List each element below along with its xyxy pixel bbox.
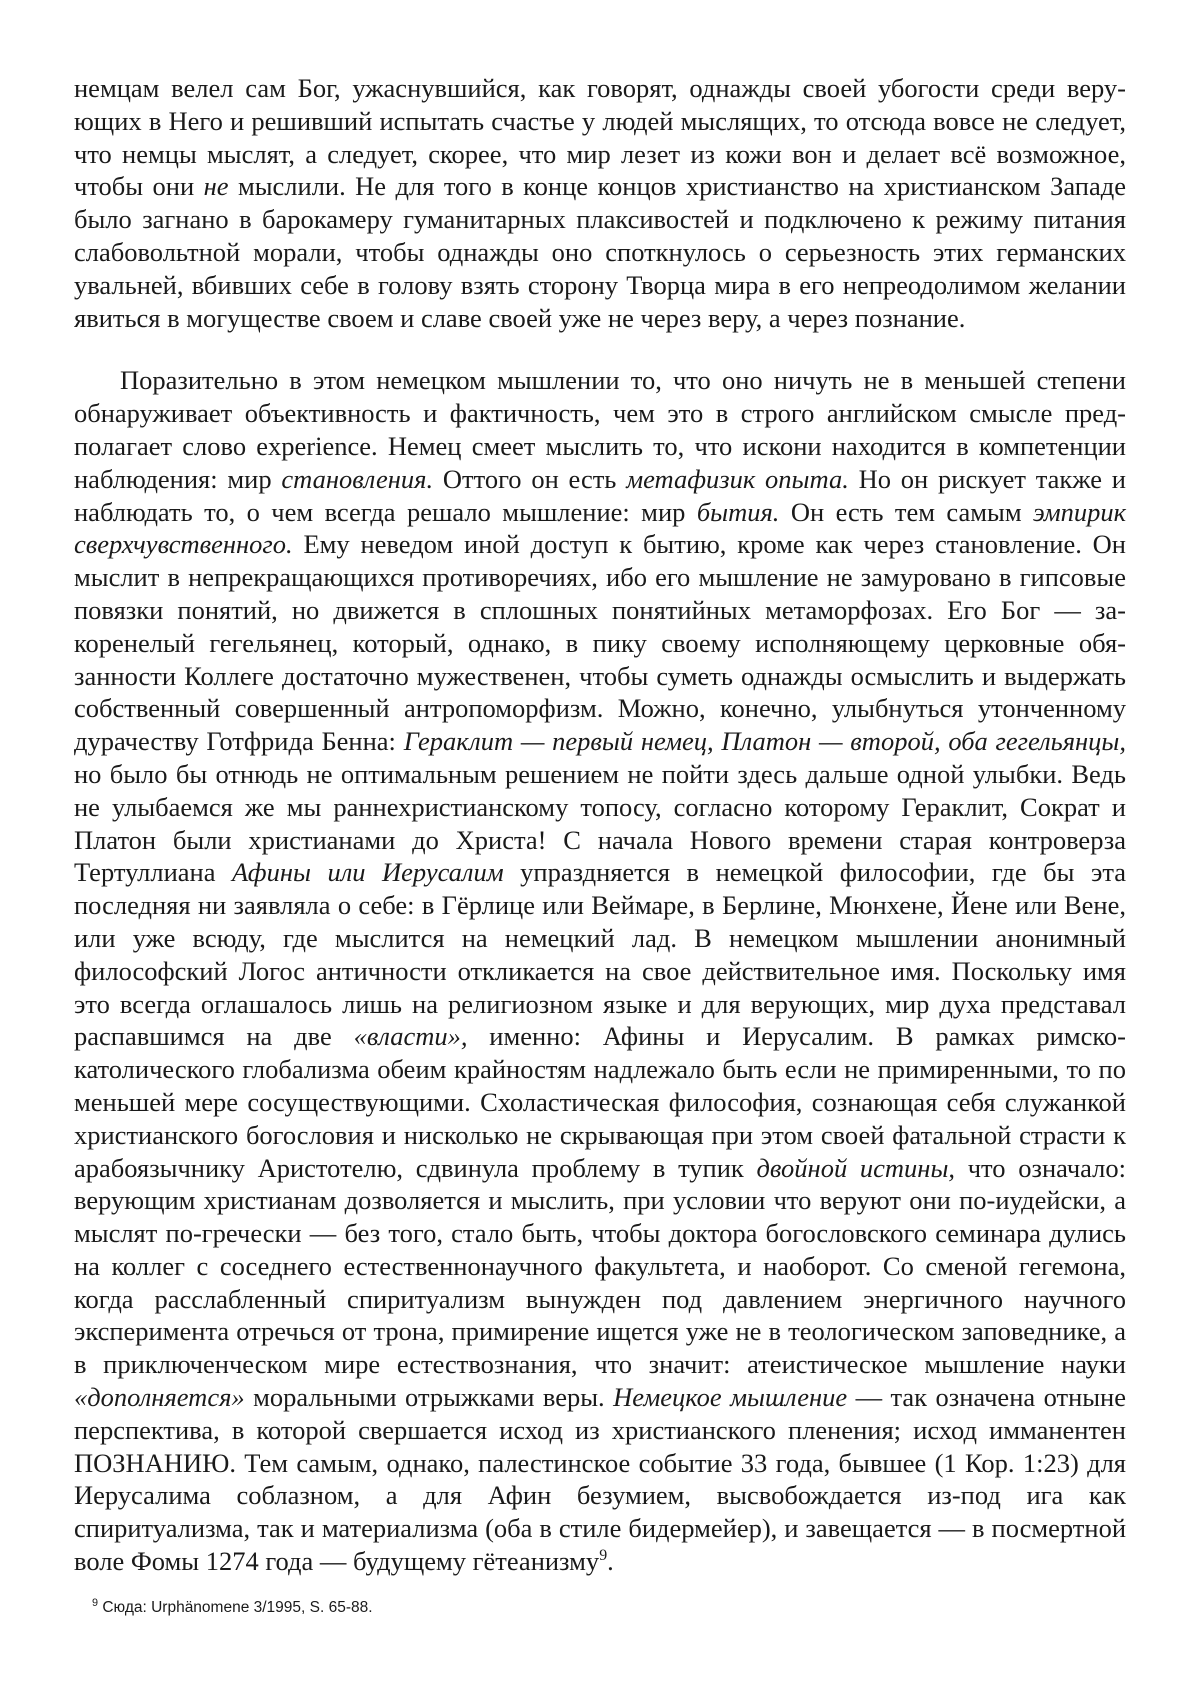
emphasis: «власти»,	[353, 1021, 468, 1052]
emphasis: не	[203, 171, 229, 202]
text-segment: мыслили. Не для того в конце концов христианство на христианском Западе было загнано в барокамеру гуманитарных плаксивостей и подключено к режиму питания слабовольтной морали, чтобы однажды оно споткнулось о серьезность этих германских увальней, вбивших себе в голову взять сторону Творца мира в его непреодолимом желании явиться в могуществе своем и славе своей уже не через веру, а через познание.	[74, 171, 1126, 333]
emphasis: бытия.	[696, 496, 780, 527]
emphasis: Гераклит — первый немец, Платон — второй, оба гегельянцы,	[403, 726, 1126, 757]
emphasis: Афины или Иерусалим	[232, 857, 504, 888]
footnote-marker: 9	[92, 1596, 99, 1609]
emphasis: метафизик опыта.	[626, 463, 849, 494]
text-segment: но было бы отнюдь не оптимальным решением не пойти здесь дальше одной улыбки. Ведь не улыбаемся же мы раннехристианскому топосу, согласно которому Гераклит, Сократ и Платон были христианами до Христа! С начала Нового времени старая контроверза Тертуллиана	[74, 758, 1126, 888]
text-segment: Оттого он есть	[433, 463, 627, 494]
text-segment: .	[607, 1546, 614, 1577]
text-segment: Ему неведом иной доступ к бытию, кроме как через становление. Он мыслит в непрекращающихся противоречиях, ибо его мышление не замуровано в гипсовые повязки понятий, но движется в сплошных понятийных метаморфозах. Его Бог — закоренелый гегельянец, который, однако, в пику своему исполняющему церковные обязанности Коллеге достаточно мужественен, чтобы суметь однажды осмыслить и выдержать собственный совершенный антропоморфизм. Можно, конечно, улыбнуться утонченному дурачеству Готфрида Бенна:	[74, 529, 1126, 757]
text-segment: Поразительно в этом немецком мышлении то, что оно ничуть не в меньшей степени обнаруживает объективность и фактичность, чем это в строго английском смысле предполагает слово experience. Немец смеет мыслить то, что искони находится в компетенции наблюдения: мир	[74, 365, 1126, 494]
paragraph-spacer	[74, 334, 1126, 364]
text-segment: Он есть тем самым	[779, 496, 1034, 527]
text-segment: — так означена отныне перспектива, в которой свершается исход из христианского пленения; исход имманентен ПОЗНАНИЮ. Тем самым, однако, палестинское событие 33 года, бывшее (1 Кор. 1:23) для Иерусалима соблазном, а для Афин безумием, высвобождается из-под ига как спиритуализма, так и материализма (оба в стиле бидермейер), и завещается — в посмертной воле Фомы 1274 года — будущему гётеанизму	[74, 1382, 1126, 1577]
text-segment: что означало: верующим христианам дозволяется и мыслить, при условии что веруют они по-иудейски, а мыслят по-гречески — без того, стало быть, чтобы доктора богословского семинара дулись на коллег с соседнего естественнонаучного факультета, и наоборот. Со сменой гегемона, когда расслабленный спиритуализм вынужден под давлением энергичного научного эксперимента отречься от трона, примирение ищется уже не в теологическом заповеднике, а в приключенческом мире естествознания, что значит: атеистическое мышление науки	[74, 1152, 1126, 1380]
footnote-reference[interactable]: 9	[599, 1547, 608, 1565]
text-segment: именно: Афины и Иерусалим. В рамках римско-католического глобализма обеим крайностям надлежало быть если не примиренными, то по меньшей мере сосуществующими. Схоластическая философия, сознающая себя служанкой христианского богословия и нисколько не скрывающая при этом своей фатальной страсти к арабоязычнику Аристотелю, сдвинула проблему в тупик	[74, 1021, 1126, 1183]
paragraph-2	[74, 364, 1126, 1577]
emphasis: «дополняется»	[74, 1382, 245, 1413]
text-segment: моральными отрыжками веры.	[244, 1382, 614, 1413]
text-segment: упраздняется в немецкой философии, где бы эта последняя ни заявляла о себе: в Гёрлице или Веймаре, в Берлине, Мюнхене, Йене или Вене, или уже всюду, где мыслится на немецкий лад. В немецком мышлении анонимный философский Логос античности откликается на свое действительное имя. Поскольку имя это всегда оглашалось лишь на религиозном языке и для верующих, мир духа представал распавшимся на две	[74, 857, 1127, 1052]
main-text	[74, 72, 1126, 1578]
text-segment: Но он рискует также и наблюдать то, о чем всегда решало мышление: мир	[74, 463, 1126, 527]
emphasis: двойной истины,	[756, 1152, 956, 1183]
emphasis: Немецкое мышление	[613, 1382, 848, 1413]
emphasis: становления.	[281, 463, 434, 494]
footnote-text: Сюда: Urphänomene 3/1995, S. 65-88.	[98, 1599, 373, 1616]
paragraph-1	[74, 72, 1126, 334]
emphasis: эмпирик сверхчувственного.	[74, 496, 1126, 560]
text-segment: немцам велел сам Бог, ужаснувшийся, как говорят, однажды своей убогости среди верующих в Него и решивший испытать счастье у людей мыслящих, то отсюда вовсе не следует, что немцы мыслят, а следует, скорее, что мир лезет из кожи вон и делает всё возможное, чтобы они	[74, 73, 1126, 202]
footnote	[92, 1598, 373, 1618]
